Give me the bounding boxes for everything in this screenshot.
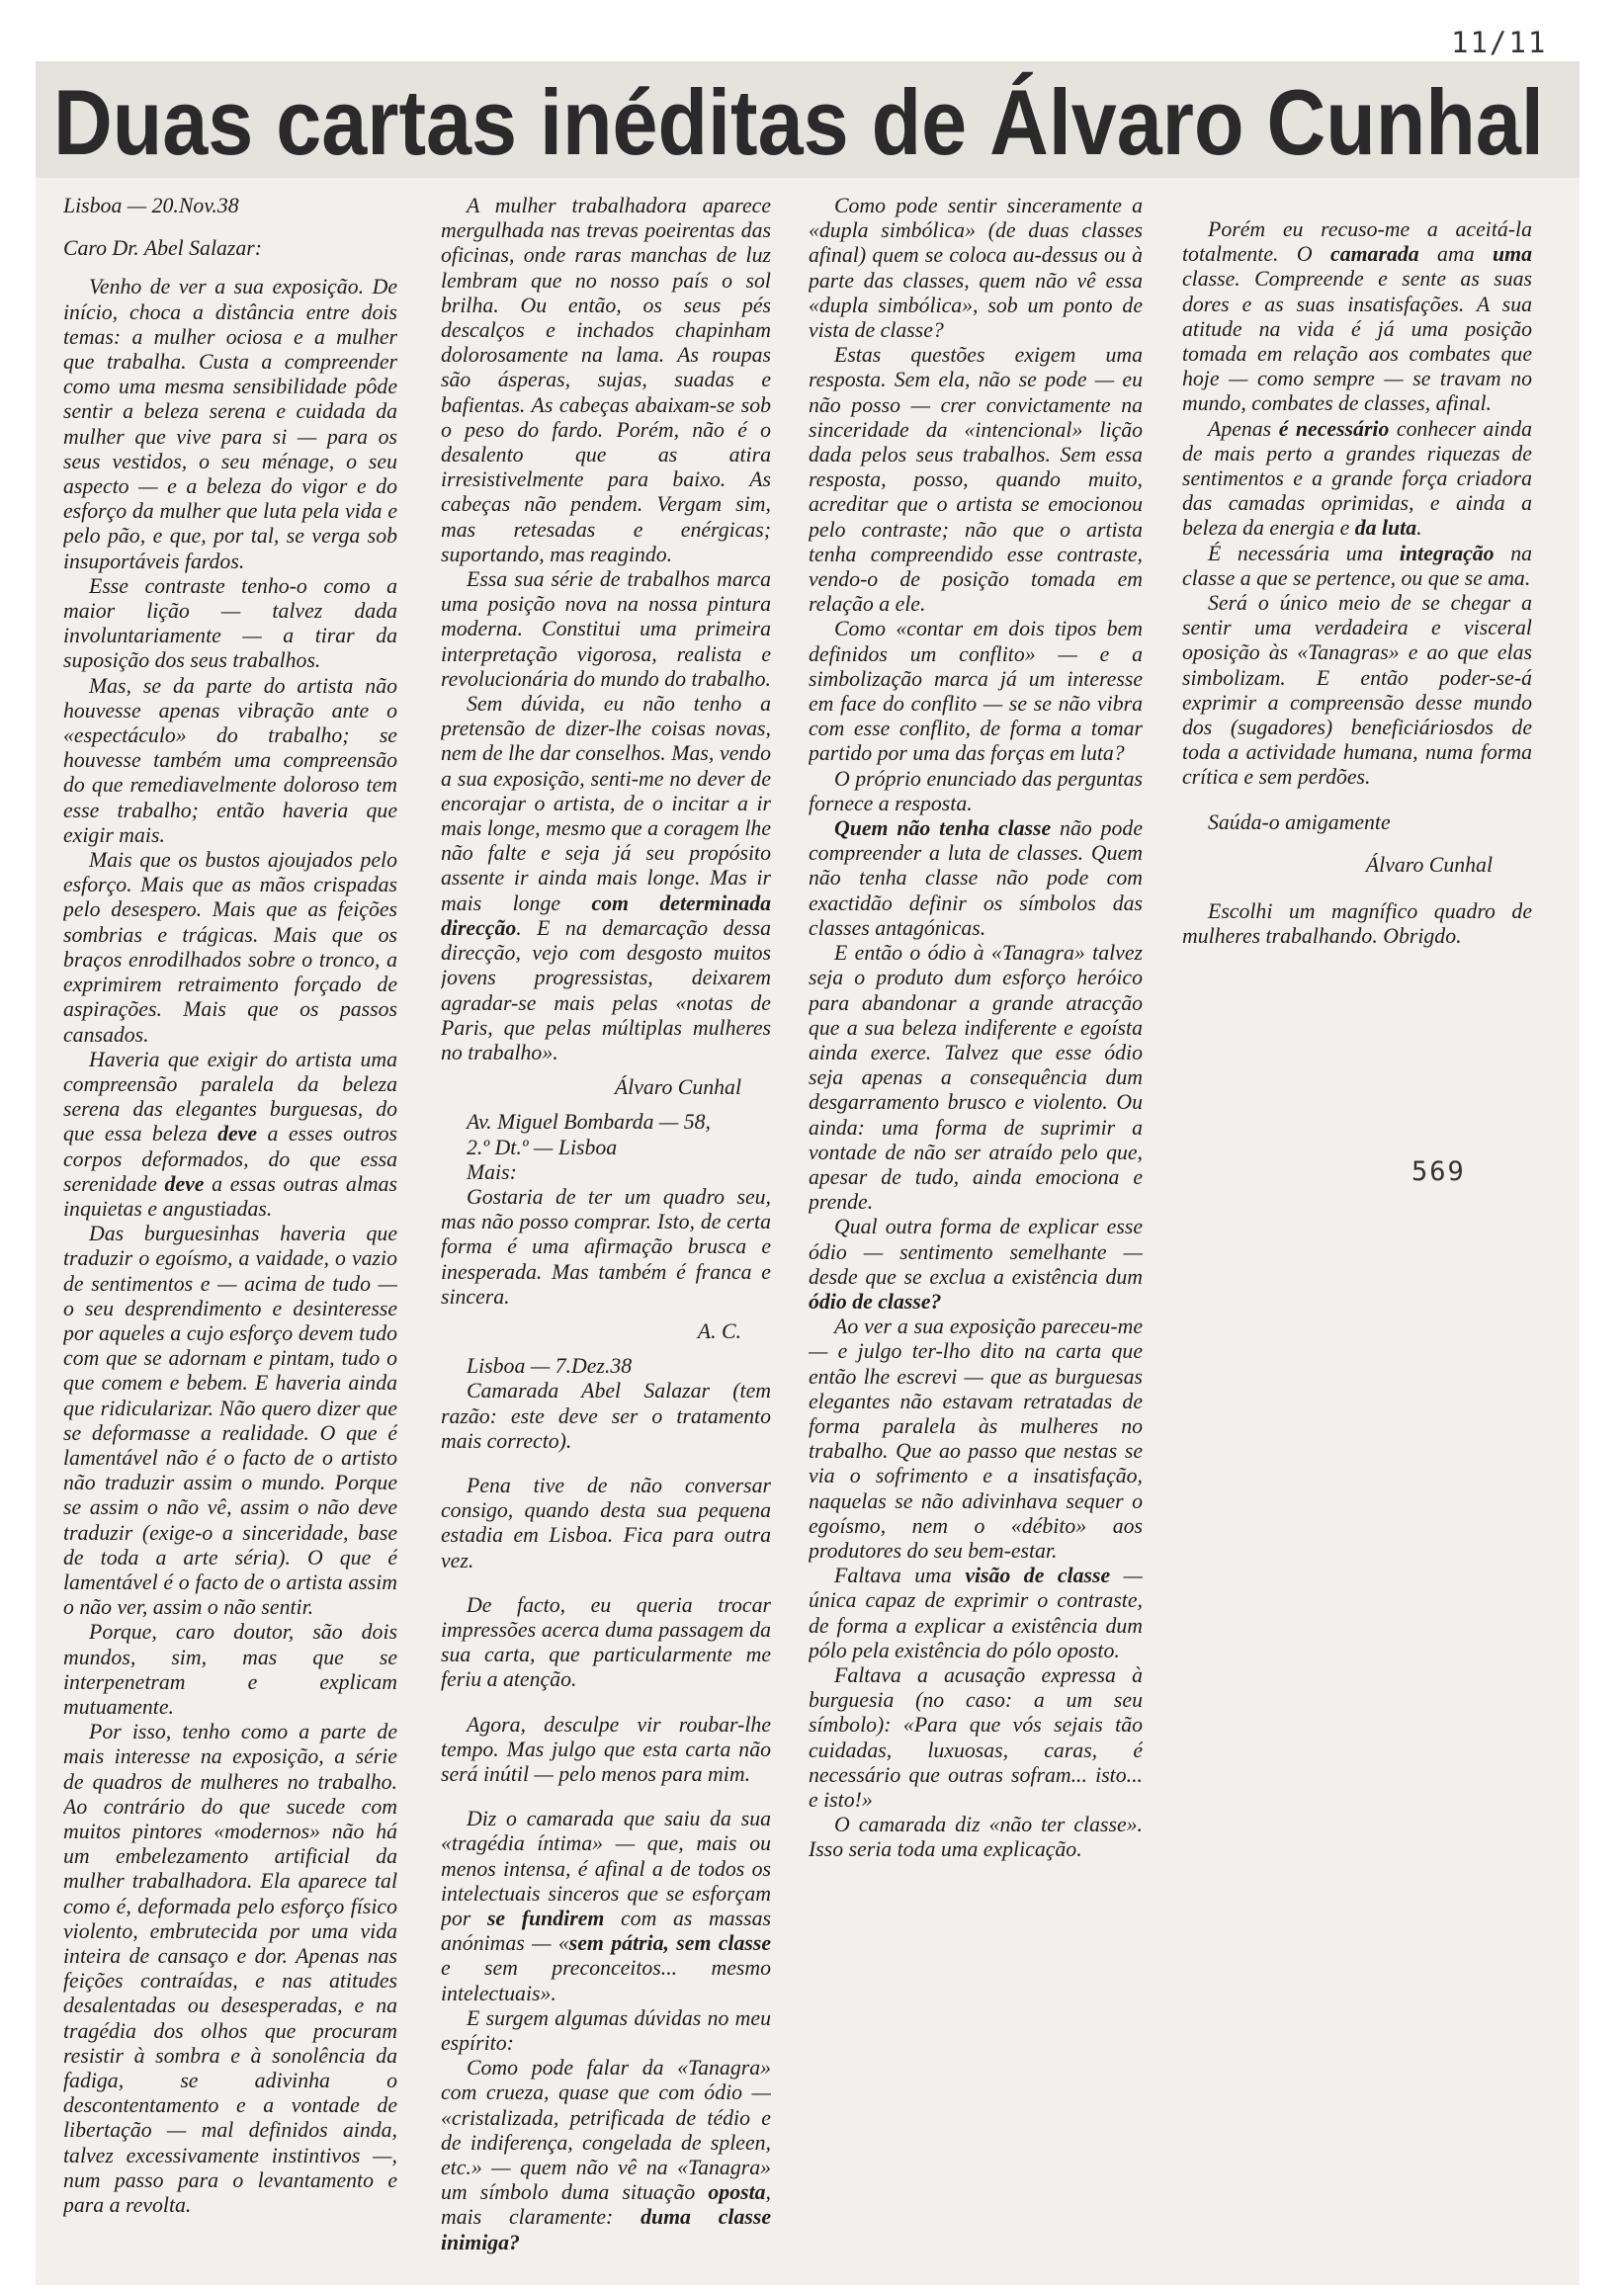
article-column-2 [441, 194, 771, 2279]
letter2-paragraph: E então o ódio à «Tanagra» talvez seja o produto dum esforço heróico para abandonar a grande atracção que a sua beleza indiferente e egoísta ainda exerce. Talvez que esse ódio seja apenas a consequência dum desgarramento brusco e violento. Ou ainda: uma forma de suprimir a vontade de não ser atraído pelo que, apesar de tudo, ainda emociona e prende. [809, 941, 1143, 1215]
letter2-paragraph: De facto, eu queria trocar impressões acerca duma passagem da sua carta, que particularmente me feriu a atenção. [441, 1592, 771, 1692]
letter1-paragraph: Das burguesinhas haveria que traduzir o egoísmo, a vaidade, o vazio de sentimentos e — acima de tudo — o seu desprendimento e desinteresse por aqueles a cujo esforço devem tudo com que se adornam e pintam, tudo o que comem e bebem. E haveria ainda que ridicularizar. Não quero dizer que se deformasse a realidade. O que é lamentável não é o facto de o artisto não traduzir assim o mundo. Porque se assim o não vê, assim o não deve traduzir (exige-o a sinceridade, base de toda a arte séria). O que é lamentável é o facto de o artista assim o não ver, assim o não sentir. [63, 1222, 397, 1620]
letter1-paragraph: A mulher trabalhadora aparece mergulhada nas trevas poeirentas das oficinas, onde raras manchas de luz lembram que no nosso país o sol brilha. Ou então, os seus pés descalços e inchados chapinham dolorosamente na lama. As roupas são ásperas, sujas, suadas e bafientas. As cabeças abaixam-se sob o peso do fardo. Porém, não é o desalento que as atira irresistivelmente para baixo. As cabeças não pendem. Vergam sim, mas retesadas e enérgicas; suportando, mas reagindo. [441, 194, 771, 566]
letter2-closing: Saúda-o amigamente [1208, 809, 1391, 834]
letter2-paragraph: Porém eu recuso-me a aceitá-la totalmente. O camarada ama uma classe. Compreende e sente as suas dores e as suas insatisfações. A sua atitude na vida é já uma posição tomada em relação aos combates que hoje — como sempre — se travam no mundo, combates de classes, afinal. [1182, 217, 1532, 416]
headline: Duas cartas inéditas de Álvaro Cunhal [53, 70, 1544, 174]
letter2-paragraph: Qual outra forma de explicar esse ódio — sentimento semelhante — desde que se exclua a existência dum ódio de classe? [809, 1215, 1143, 1314]
article-column-3 [809, 194, 1143, 2279]
letter1-salutation: Caro Dr. Abel Salazar: [63, 236, 263, 261]
letter2-paragraph: Ao ver a sua exposição pareceu-me — e julgo ter-lho dito na carta que então lhe escrevi — que as burguesas elegantes não estavam retratadas de forma paralela às mulheres no trabalho. Que ao passo que nestas se via o sofrimento e a insatisfação, naquelas se não adivinhava sequer o egoísmo, nem o «débito» aos produtores do seu bem-estar. [809, 1315, 1143, 1563]
letter2-ps: Escolhi um magnífico quadro de mulheres trabalhando. Obrigdo. [1182, 899, 1532, 949]
letter1-paragraph: Por isso, tenho como a parte de mais interesse na exposição, a série de quadros de mulheres no trabalho. Ao contrário do que sucede com muitos pintores «modernos» não há um embelezamento artificial da mulher trabalhadora. Ela aparece tal como é, deformada pelo esforço físico violento, embrutecida por uma vida inteira de cansaço e dor. Apenas nas feições contraídas, e nas atitudes desalentadas ou desesperadas, e na tragédia dos olhos que procuram resistir à sombra e à sonolência da fadiga, se adivinha o descontentamento e a vontade de libertação — mal definidos ainda, talvez excessivamente instintivos —, num passo para o levantamento e para a revolta. [63, 1720, 397, 2218]
letter2-paragraph: Estas questões exigem uma resposta. Sem ela, não se pode — eu não posso — crer convictamente na sinceridade da «intencional» lição dada pelos seus trabalhos. Sem essa resposta, posso, quando muito, acreditar que o artista se emocionou pelo contraste; não que o artista tenha compreendido esse contraste, vendo-o de posição tomada em relação a ele. [809, 343, 1143, 617]
letter2-paragraph: Faltava uma visão de classe — única capaz de exprimir o contraste, de forma a explicar a existência dum pólo pela existência do pólo oposto. [809, 1564, 1143, 1662]
letter1-paragraph: Sem dúvida, eu não tenho a pretensão de dizer-lhe coisas novas, nem de lhe dar conselhos. Mas, vendo a sua exposição, senti-me no dever de encorajar o artista, de o incitar a ir mais longe, mesmo que a coragem lhe não falte e seja já seu propósito assente ir ainda mais longe. Mas ir mais longe com determinada direcção. E na demarcação dessa direcção, vejo com desgosto muitos jovens progressistas, deixarem agradar-se mais pelas «notas de Paris, que pelas múltiplas mulheres no trabalho». [441, 692, 771, 1064]
letter2-paragraph: O próprio enunciado das perguntas fornece a resposta. [809, 766, 1143, 815]
letter1-address: 2.º Dt.º — Lisboa [467, 1135, 618, 1159]
letter1-dateline: Lisboa — 20.Nov.38 [63, 194, 239, 217]
letter2-paragraph: É necessária uma integração na classe a que se pertence, ou que se ama. [1182, 541, 1532, 590]
letter2-paragraph: Quem não tenha classe não pode compreender a luta de classes. Quem não tenha classe não pode com exactidão definir os símbolos das classes antagónicas. [809, 816, 1143, 940]
letter1-paragraph: Porque, caro doutor, são dois mundos, sim, mas que se interpenetram e explicam mutuamente. [63, 1620, 397, 1719]
letter2-paragraph: E surgem algumas dúvidas no meu espírito: [441, 2005, 771, 2056]
letter2-signature: Álvaro Cunhal [1365, 852, 1493, 877]
letter2-paragraph: Faltava a acusação expressa à burguesia (no caso: a um seu símbolo): «Para que vós sejais tão cuidadas, luxuosas, caras, é necessário que outras sofram... isto... e isto!» [809, 1662, 1143, 1812]
letter2-paragraph: Diz o camarada que saiu da sua «tragédia íntima» — que, mais ou menos intensa, é afinal a de todos os intelectuais sinceros que se esforçam por se fundirem com as massas anónimas — «sem pátria, sem classe e sem preconceitos... mesmo intelectuais». [441, 1807, 771, 2005]
letter1-signature: Álvaro Cunhal [614, 1075, 741, 1100]
letter2-paragraph: Será o único meio de se chegar a sentir uma verdadeira e visceral oposição às «Tanagras» e ao que elas simbolizam. E então poder-se-á exprimir a compreensão desse mundo dos (sugadores) beneficiáriosdos de toda a actividade humana, numa forma crítica e sem perdões. [1182, 591, 1532, 790]
letter1-paragraph: Mais que os bustos ajoujados pelo esforço. Mais que as mãos crispadas pelo desespero. Mais que as feições sombrias e trágicas. Mais que os braços enrodilhados sobre o tronco, a exprimirem retraimento forçado de aspirações. Mais que os passos cansados. [63, 848, 397, 1047]
letter1-ps: Gostaria de ter um quadro seu, mas não posso comprar. Isto, de certa forma é uma afirmação brusca e inesperada. Mas também é franca e sincera. [441, 1184, 771, 1309]
page-counter: 11/11 [1451, 26, 1548, 59]
letter1-paragraph: Haveria que exigir do artista uma compreensão paralela da beleza serena das elegantes burguesas, do que essa beleza deve a esses outros corpos deformados, do que essa serenidade deve a essas outras almas inquietas e angustiadas. [63, 1047, 397, 1221]
letter1-paragraph: Esse contraste tenho-o como a maior lição — talvez dada involuntariamente — a tirar da suposição dos seus trabalhos. [63, 573, 397, 673]
letter1-paragraph: Venho de ver a sua exposição. De início, choca a distância entre dois temas: a mulher ociosa e a mulher que trabalha. Custa a compreender como uma mesma sensibilidade pôde sentir a beleza serena e cuidada da mulher que vive para si — para os seus vestidos, o seu ménage, o seu aspecto — e a beleza do vigor e do esforço da mulher que luta pela vida e pelo pão, e que, por tal, se verga sob insuportáveis fardos. [63, 275, 397, 573]
letter2-paragraph: Apenas é necessário conhecer ainda de mais perto a grandes riquezas de sentimentos e a grande força criadora das camadas oprimidas, e ainda a beleza da energia e da luta. [1182, 416, 1532, 541]
letter2-paragraph: Como pode falar da «Tanagra» com crueza, quase que com ódio — «cristalizada, petrificada de tédio e de indiferença, congelada de spleen, etc.» — quem não vê na «Tanagra» um símbolo duma situação oposta, mais claramente: duma classe inimiga? [441, 2056, 771, 2254]
article-column-1 [63, 194, 397, 2279]
letter2-paragraph: Como «contar em dois tipos bem definidos um conflito» — e a simbolização marca já um interesse em face do conflito — se se não vibra com esse conflito, de forma a tomar partido por uma das forças em luta? [809, 617, 1143, 766]
letter2-dateline: Lisboa — 7.Dez.38 [467, 1354, 633, 1379]
letter2-paragraph: Como pode sentir sinceramente a «dupla simbólica» (de duas classes afinal) quem se coloca au-dessus ou à parte das classes, quem não vê essa «dupla simbólica», sob um ponto de vista de classe? [809, 194, 1143, 343]
letter1-initials: A. C. [697, 1318, 741, 1343]
letter1-paragraph: Essa sua série de trabalhos marca uma posição nova na nossa pintura moderna. Constitui uma primeira interpretação vigorosa, realista e revolucionária do mundo do trabalho. [441, 567, 771, 691]
letter1-paragraph: Mas, se da parte do artista não houvesse apenas vibração ante o «espectáculo» do trabalho; se houvesse também uma compreensão do que remediavelmente doloroso tem esse trabalho; então haveria que exigir mais. [63, 673, 397, 847]
page-number: 569 [1411, 1156, 1466, 1187]
letter2-salutation: Camarada Abel Salazar (tem razão: este deve ser o tratamento mais correcto). [441, 1379, 771, 1453]
letter2-paragraph: O camarada diz «não ter classe». Isso seria toda uma explicação. [809, 1813, 1143, 1862]
article-column-4 [1182, 217, 1532, 1107]
letter1-address: Av. Miguel Bombarda — 58, [467, 1110, 712, 1135]
letter1-ps-label: Mais: [467, 1159, 517, 1184]
letter2-paragraph: Pena tive de não conversar consigo, quando desta sua pequena estadia em Lisboa. Fica para outra vez. [441, 1473, 771, 1572]
letter2-paragraph: Agora, desculpe vir roubar-lhe tempo. Mas julgo que esta carta não será inútil — pelo menos para mim. [441, 1712, 771, 1786]
